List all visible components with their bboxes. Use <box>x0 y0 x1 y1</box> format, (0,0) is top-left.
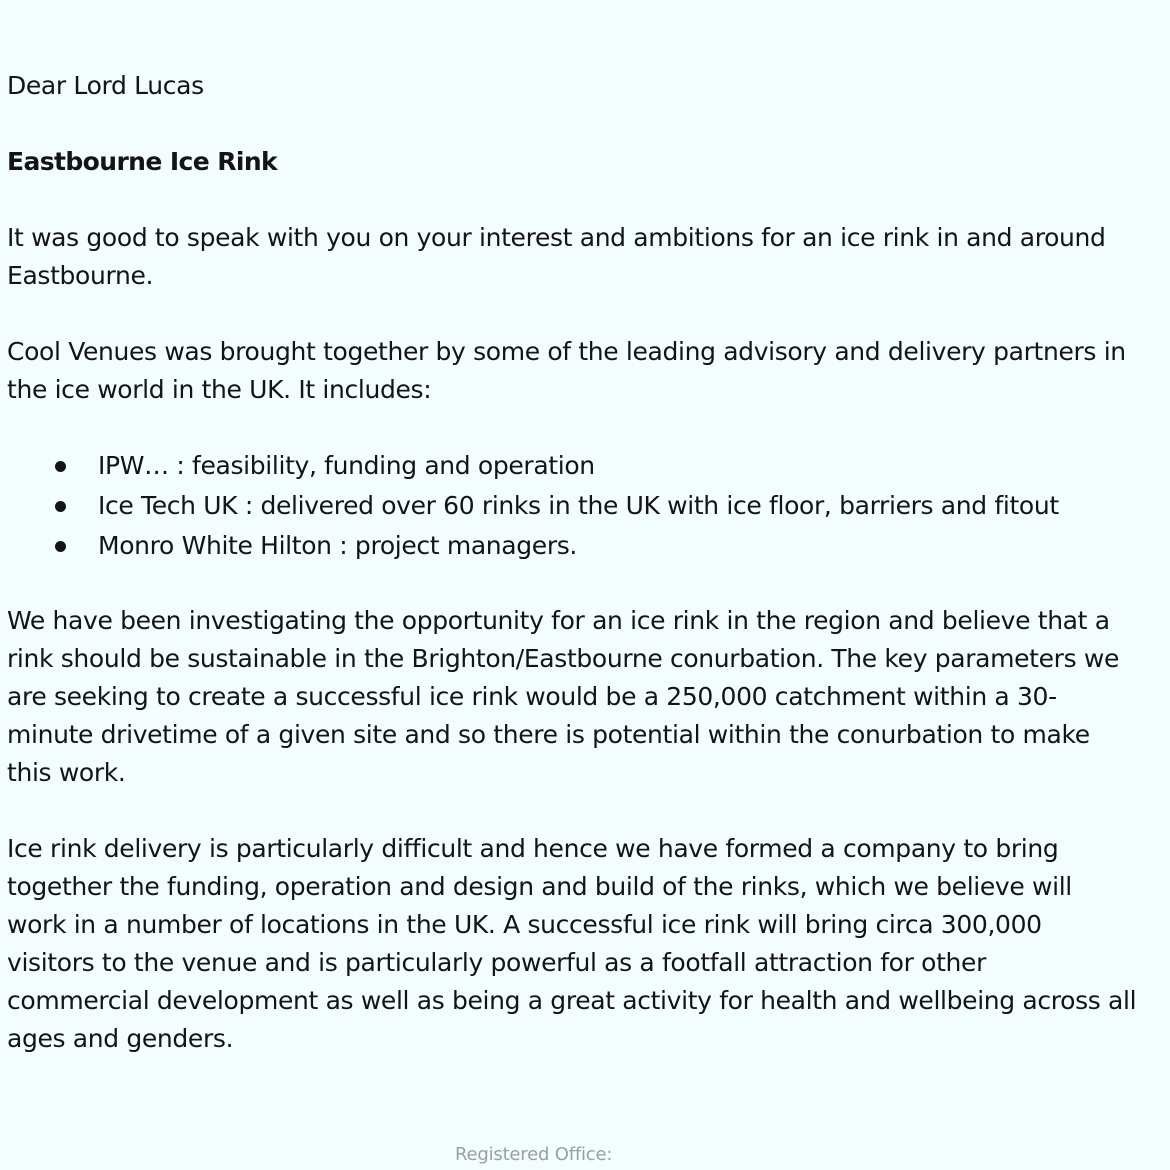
paragraph-line: are seeking to create a successful ice rink would be a 250,000 catchment within a 30- <box>7 682 1057 711</box>
salutation: Dear Lord Lucas <box>7 71 204 100</box>
paragraph-line: We have been investigating the opportunity for an ice rink in the region and believe that a <box>7 606 1110 635</box>
paragraph-line: commercial development as well as being a great activity for health and wellbeing across all <box>7 986 1137 1015</box>
list-item-text: Monro White Hilton : project managers. <box>98 531 578 560</box>
paragraph-line: rink should be sustainable in the Brighton/Eastbourne conurbation. The key parameters we <box>7 644 1119 673</box>
list-item-text: IPW… : feasibility, funding and operation <box>98 451 595 480</box>
registered-office-footer: Registered Office: <box>455 1144 613 1165</box>
list-item-text: Ice Tech UK : delivered over 60 rinks in the UK with ice floor, barriers and fitout <box>98 491 1059 520</box>
letter-subject: Eastbourne Ice Rink <box>7 147 278 176</box>
bullet-icon <box>55 541 66 552</box>
bullet-icon <box>55 501 66 512</box>
paragraph-line: Eastbourne. <box>7 261 154 290</box>
paragraph-line: ages and genders. <box>7 1024 234 1053</box>
list-item <box>0 447 1170 485</box>
paragraph-line: minute drivetime of a given site and so there is potential within the conurbation to make <box>7 720 1090 749</box>
paragraph-line: It was good to speak with you on your interest and ambitions for an ice rink in and around <box>7 223 1106 252</box>
paragraph-line: visitors to the venue and is particularly powerful as a footfall attraction for other <box>7 948 987 977</box>
paragraph-line: Cool Venues was brought together by some of the leading advisory and delivery partners in <box>7 337 1126 366</box>
list-item <box>0 487 1170 525</box>
paragraph-line: the ice world in the UK. It includes: <box>7 375 432 404</box>
paragraph-line: this work. <box>7 758 126 787</box>
list-item <box>0 527 1170 565</box>
paragraph-line: work in a number of locations in the UK. A successful ice rink will bring circa 300,000 <box>7 910 1042 939</box>
bullet-icon <box>55 461 66 472</box>
paragraph-line: together the funding, operation and design and build of the rinks, which we believe will <box>7 872 1072 901</box>
paragraph-line: Ice rink delivery is particularly difficult and hence we have formed a company to bring <box>7 834 1059 863</box>
